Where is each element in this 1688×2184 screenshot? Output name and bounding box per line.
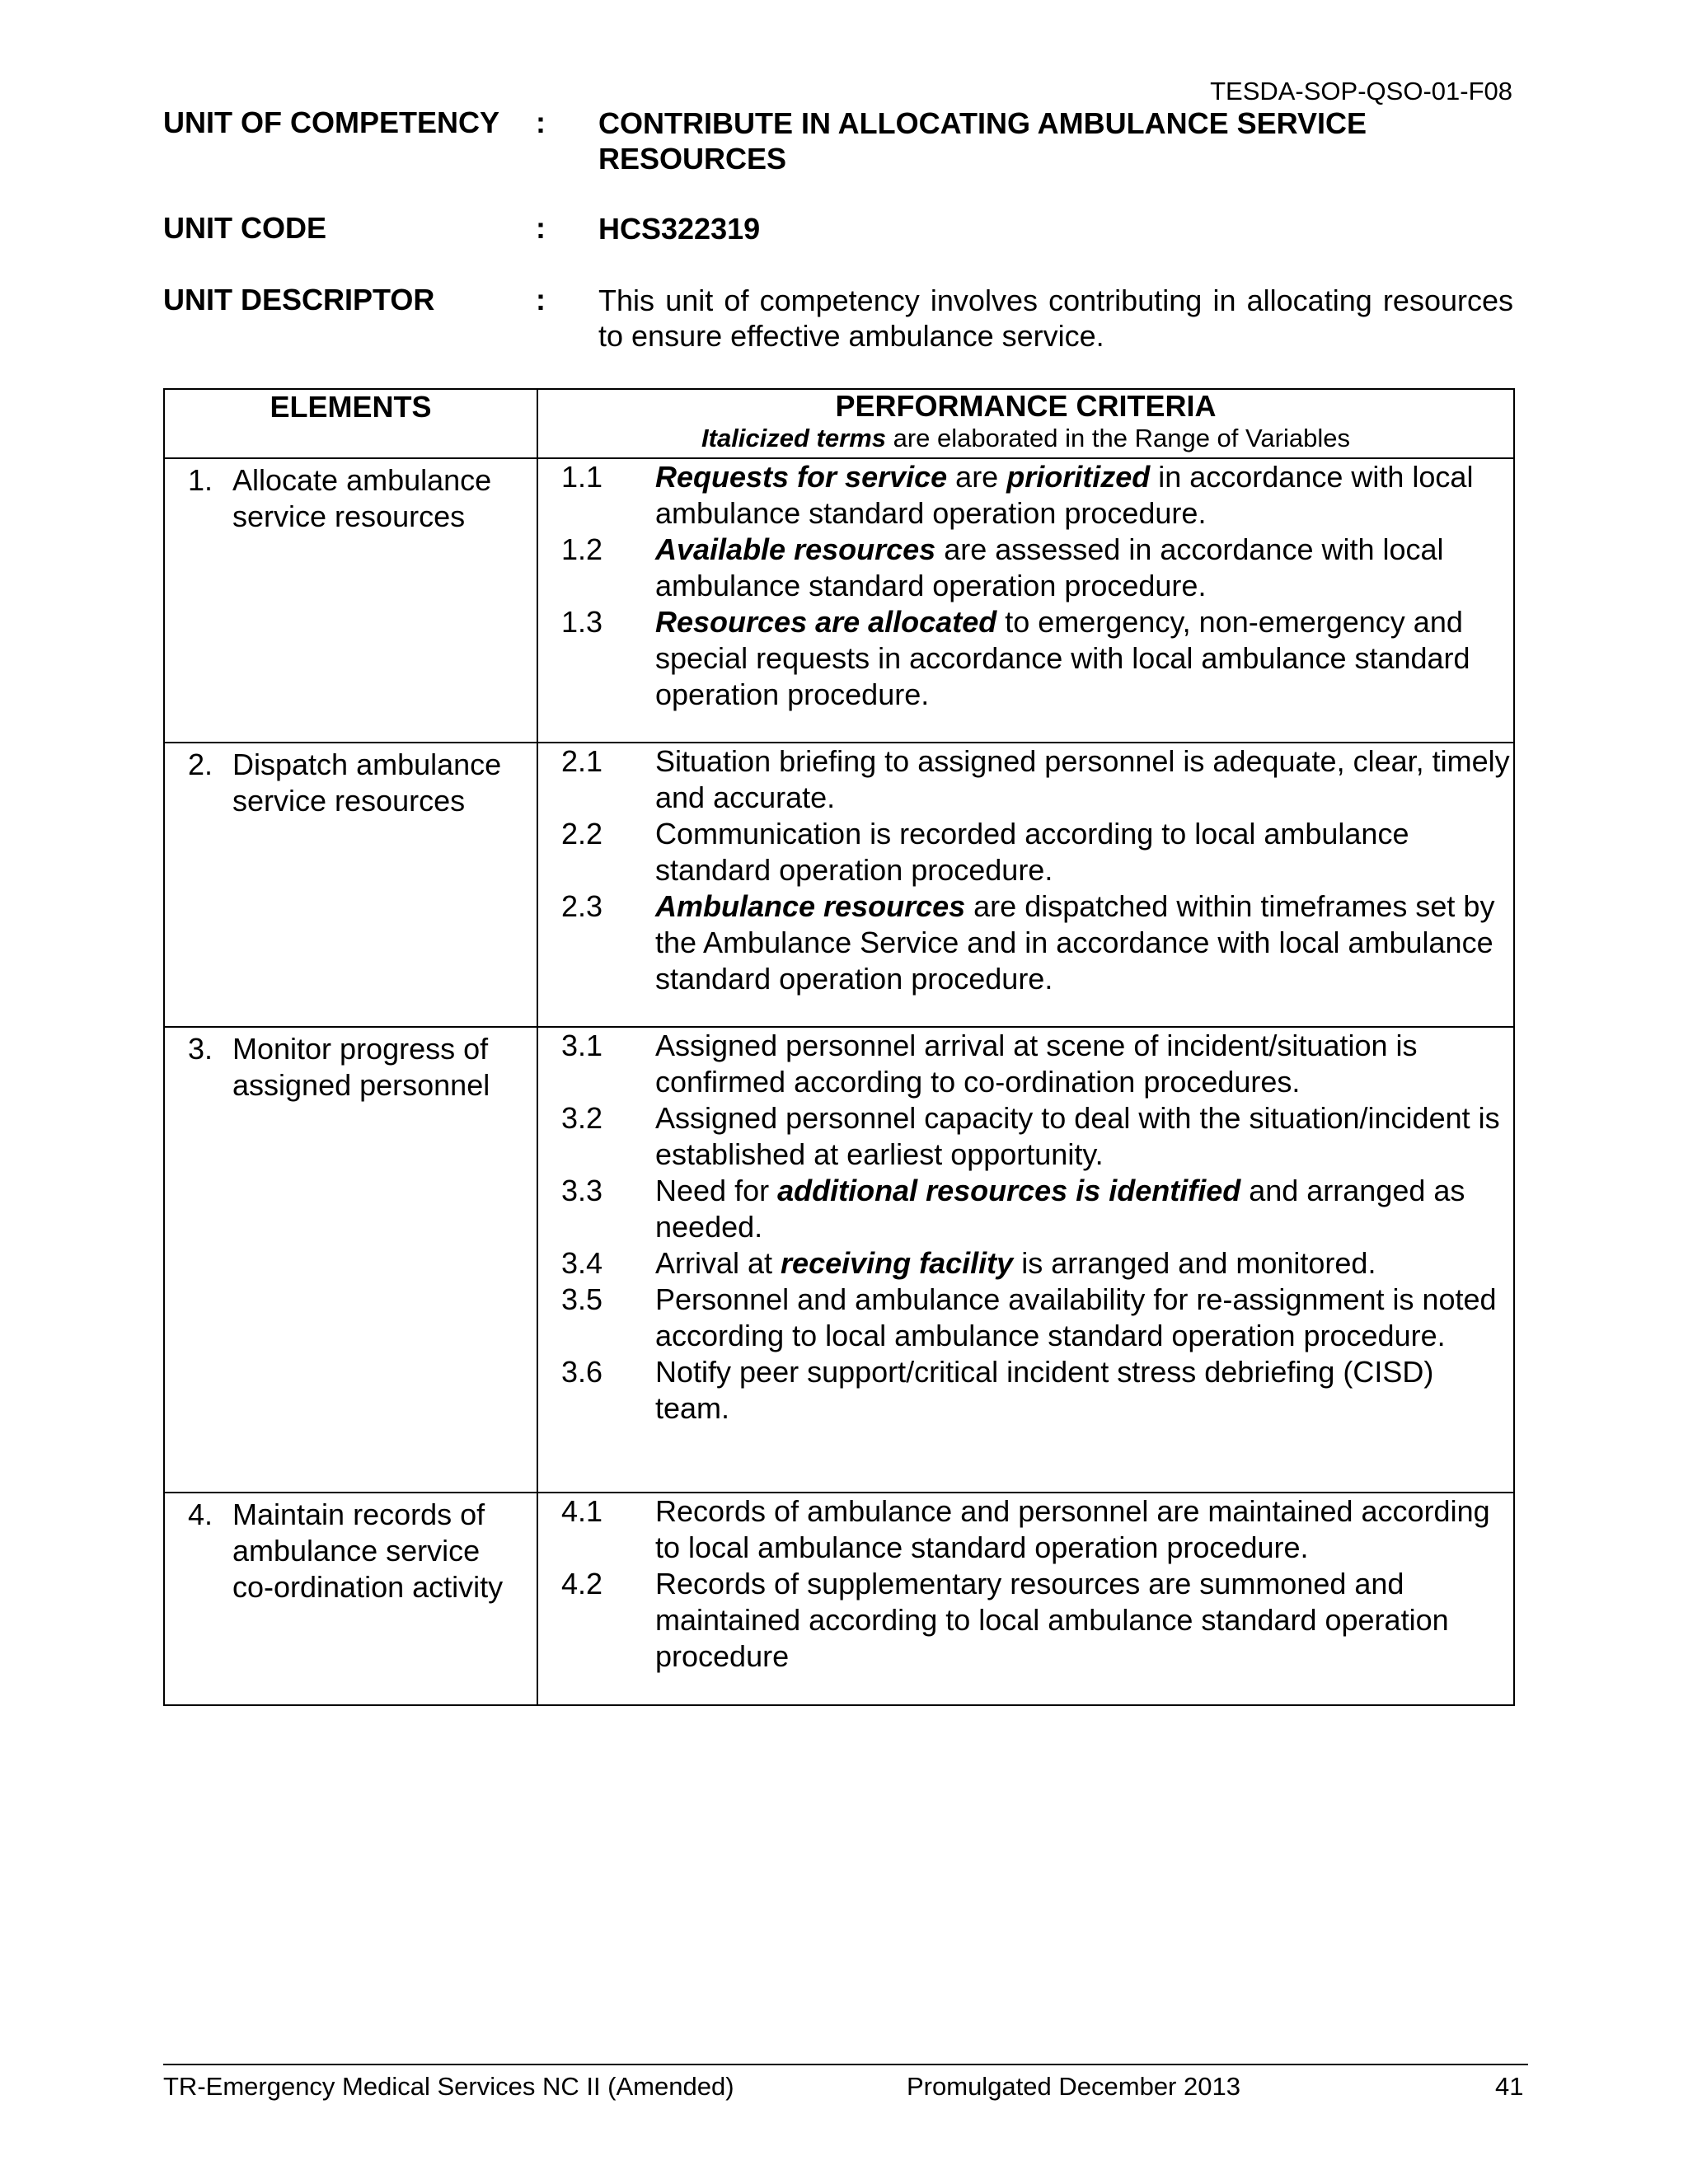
criterion-text-part: and arranged as needed.	[655, 1174, 1465, 1244]
element-text: Allocate ambulance service resources	[232, 463, 492, 533]
criterion-text	[655, 816, 1512, 888]
criterion-item	[538, 459, 1513, 532]
element-number: 1.	[188, 463, 213, 497]
element-text: Monitor progress of assigned personnel	[232, 1032, 490, 1102]
unit-of-competency-label: UNIT OF COMPETENCY	[163, 105, 500, 139]
page-number: 41	[1495, 2072, 1524, 2101]
criterion-item	[538, 1566, 1513, 1675]
italic-terms-label: Italicized terms	[701, 424, 886, 452]
criterion-text	[655, 1245, 1512, 1282]
criterion-item	[538, 1173, 1513, 1245]
criterion-number: 4.1	[561, 1494, 603, 1528]
criterion-text	[655, 1354, 1512, 1427]
criterion-text	[655, 1028, 1512, 1100]
criterion-item	[538, 604, 1513, 713]
competency-table	[163, 388, 1515, 1706]
element-number: 4.	[188, 1497, 213, 1531]
criterion-item	[538, 1100, 1513, 1173]
table-row	[164, 1493, 1514, 1705]
criterion-text	[655, 1100, 1512, 1173]
table-header-row	[164, 389, 1514, 458]
criteria-cell	[537, 1493, 1514, 1705]
criterion-text-part: Assigned personnel capacity to deal with the situation/incident is established at earliest opportunity.	[655, 1101, 1500, 1171]
colon: :	[536, 283, 546, 316]
criterion-term: receiving facility	[781, 1246, 1014, 1280]
criterion-text	[655, 1493, 1512, 1566]
criterion-term: Requests for service	[655, 460, 948, 494]
criterion-term: Resources are allocated	[655, 605, 997, 639]
criterion-term: Available resources	[655, 532, 936, 566]
colon: :	[536, 105, 546, 139]
element-number: 3.	[188, 1032, 213, 1066]
criterion-term: prioritized	[1006, 460, 1151, 494]
criterion-text-part: in accordance with local ambulance standard operation procedure.	[655, 460, 1474, 530]
element-text: Dispatch ambulance service resources	[232, 748, 502, 818]
criterion-text	[655, 1282, 1512, 1354]
criterion-number: 2.2	[561, 817, 603, 851]
criterion-number: 3.2	[561, 1101, 603, 1135]
criterion-text	[655, 604, 1512, 713]
criterion-item	[538, 888, 1513, 997]
colon: :	[536, 211, 546, 245]
criteria-cell	[537, 458, 1514, 743]
criterion-text-part: is arranged and monitored.	[1013, 1246, 1376, 1280]
criterion-text-part: Assigned personnel arrival at scene of incident/situation is confirmed according to co-ordination procedures.	[655, 1029, 1418, 1099]
criterion-text-part: Notify peer support/critical incident stress debriefing (CISD) team.	[655, 1355, 1434, 1425]
criterion-item	[538, 1282, 1513, 1354]
criterion-number: 3.3	[561, 1174, 603, 1207]
criterion-item	[538, 1245, 1513, 1282]
unit-descriptor-label: UNIT DESCRIPTOR	[163, 283, 435, 316]
criterion-text-part: Situation briefing to assigned personnel is adequate, clear, timely and accurate.	[655, 744, 1510, 814]
criterion-number: 4.2	[561, 1567, 603, 1601]
criterion-number: 3.5	[561, 1282, 603, 1316]
criterion-text-part: are	[947, 460, 1007, 494]
unit-of-competency-line1: CONTRIBUTE IN ALLOCATING AMBULANCE SERVICE	[598, 106, 1367, 140]
criteria-cell	[537, 743, 1514, 1027]
criterion-text-part: Records of supplementary resources are summoned and maintained according to local ambulance standard operation procedure	[655, 1567, 1449, 1673]
criterion-number: 3.4	[561, 1246, 603, 1280]
criterion-text-part: Arrival at	[655, 1246, 781, 1280]
unit-descriptor-value: This unit of competency involves contributing in allocating resources to ensure effective ambulance service.	[598, 284, 1513, 353]
element-cell	[164, 743, 537, 1027]
criterion-text	[655, 1566, 1512, 1675]
criteria-cell	[537, 1027, 1514, 1493]
criterion-item	[538, 532, 1513, 604]
elements-header: ELEMENTS	[164, 389, 537, 458]
performance-criteria-title: PERFORMANCE CRITERIA	[835, 389, 1217, 423]
criterion-item	[538, 743, 1513, 816]
criterion-text	[655, 888, 1512, 997]
criterion-text	[655, 459, 1512, 532]
unit-of-competency-value	[598, 105, 1513, 176]
unit-code-value: HCS322319	[598, 212, 761, 246]
criterion-number: 3.6	[561, 1355, 603, 1389]
criterion-text-part: Records of ambulance and personnel are maintained according to local ambulance standard operation procedure.	[655, 1494, 1490, 1564]
footer-divider	[163, 2064, 1528, 2065]
criterion-text	[655, 532, 1512, 604]
unit-code-label: UNIT CODE	[163, 211, 326, 245]
document-code: TESDA-SOP-QSO-01-F08	[1210, 77, 1512, 105]
criterion-text-part: Personnel and ambulance availability for re-assignment is noted according to local ambulance standard operation procedure.	[655, 1282, 1497, 1352]
element-cell	[164, 1027, 537, 1493]
criterion-number: 2.3	[561, 889, 603, 923]
table-row	[164, 743, 1514, 1027]
criterion-text-part: Need for	[655, 1174, 778, 1207]
criterion-text	[655, 1173, 1512, 1245]
criterion-item	[538, 1028, 1513, 1100]
criterion-item	[538, 1493, 1513, 1566]
criterion-term: additional resources is identified	[777, 1174, 1241, 1207]
criterion-number: 1.3	[561, 605, 603, 639]
element-cell	[164, 1493, 537, 1705]
unit-of-competency-line2: RESOURCES	[598, 142, 787, 176]
element-number: 2.	[188, 748, 213, 781]
criterion-item	[538, 1354, 1513, 1427]
criterion-number: 1.1	[561, 460, 603, 494]
note-rest: are elaborated in the Range of Variables	[886, 424, 1350, 452]
criterion-text	[655, 743, 1512, 816]
table-row	[164, 1027, 1514, 1493]
performance-criteria-header	[537, 389, 1514, 458]
criterion-text-part: are assessed in accordance with local ambulance standard operation procedure.	[655, 532, 1444, 602]
criterion-text-part: to emergency, non-emergency and special requests in accordance with local ambulance standard operation procedure.	[655, 605, 1470, 711]
criterion-text-part: are dispatched within timeframes set by the Ambulance Service and in accordance with local ambulance standard operation procedure.	[655, 889, 1495, 996]
criterion-item	[538, 816, 1513, 888]
criterion-number: 3.1	[561, 1029, 603, 1062]
performance-criteria-note	[538, 423, 1513, 454]
table-row	[164, 458, 1514, 743]
footer-promulgated: Promulgated December 2013	[907, 2072, 1240, 2101]
element-text: Maintain records of ambulance service co-ordination activity	[232, 1497, 504, 1604]
criterion-number: 1.2	[561, 532, 603, 566]
criterion-text-part: Communication is recorded according to local ambulance standard operation procedure.	[655, 817, 1409, 887]
criterion-term: Ambulance resources	[655, 889, 966, 923]
element-cell	[164, 458, 537, 743]
footer-title: TR-Emergency Medical Services NC II (Amended)	[163, 2072, 734, 2101]
criterion-number: 2.1	[561, 744, 603, 778]
